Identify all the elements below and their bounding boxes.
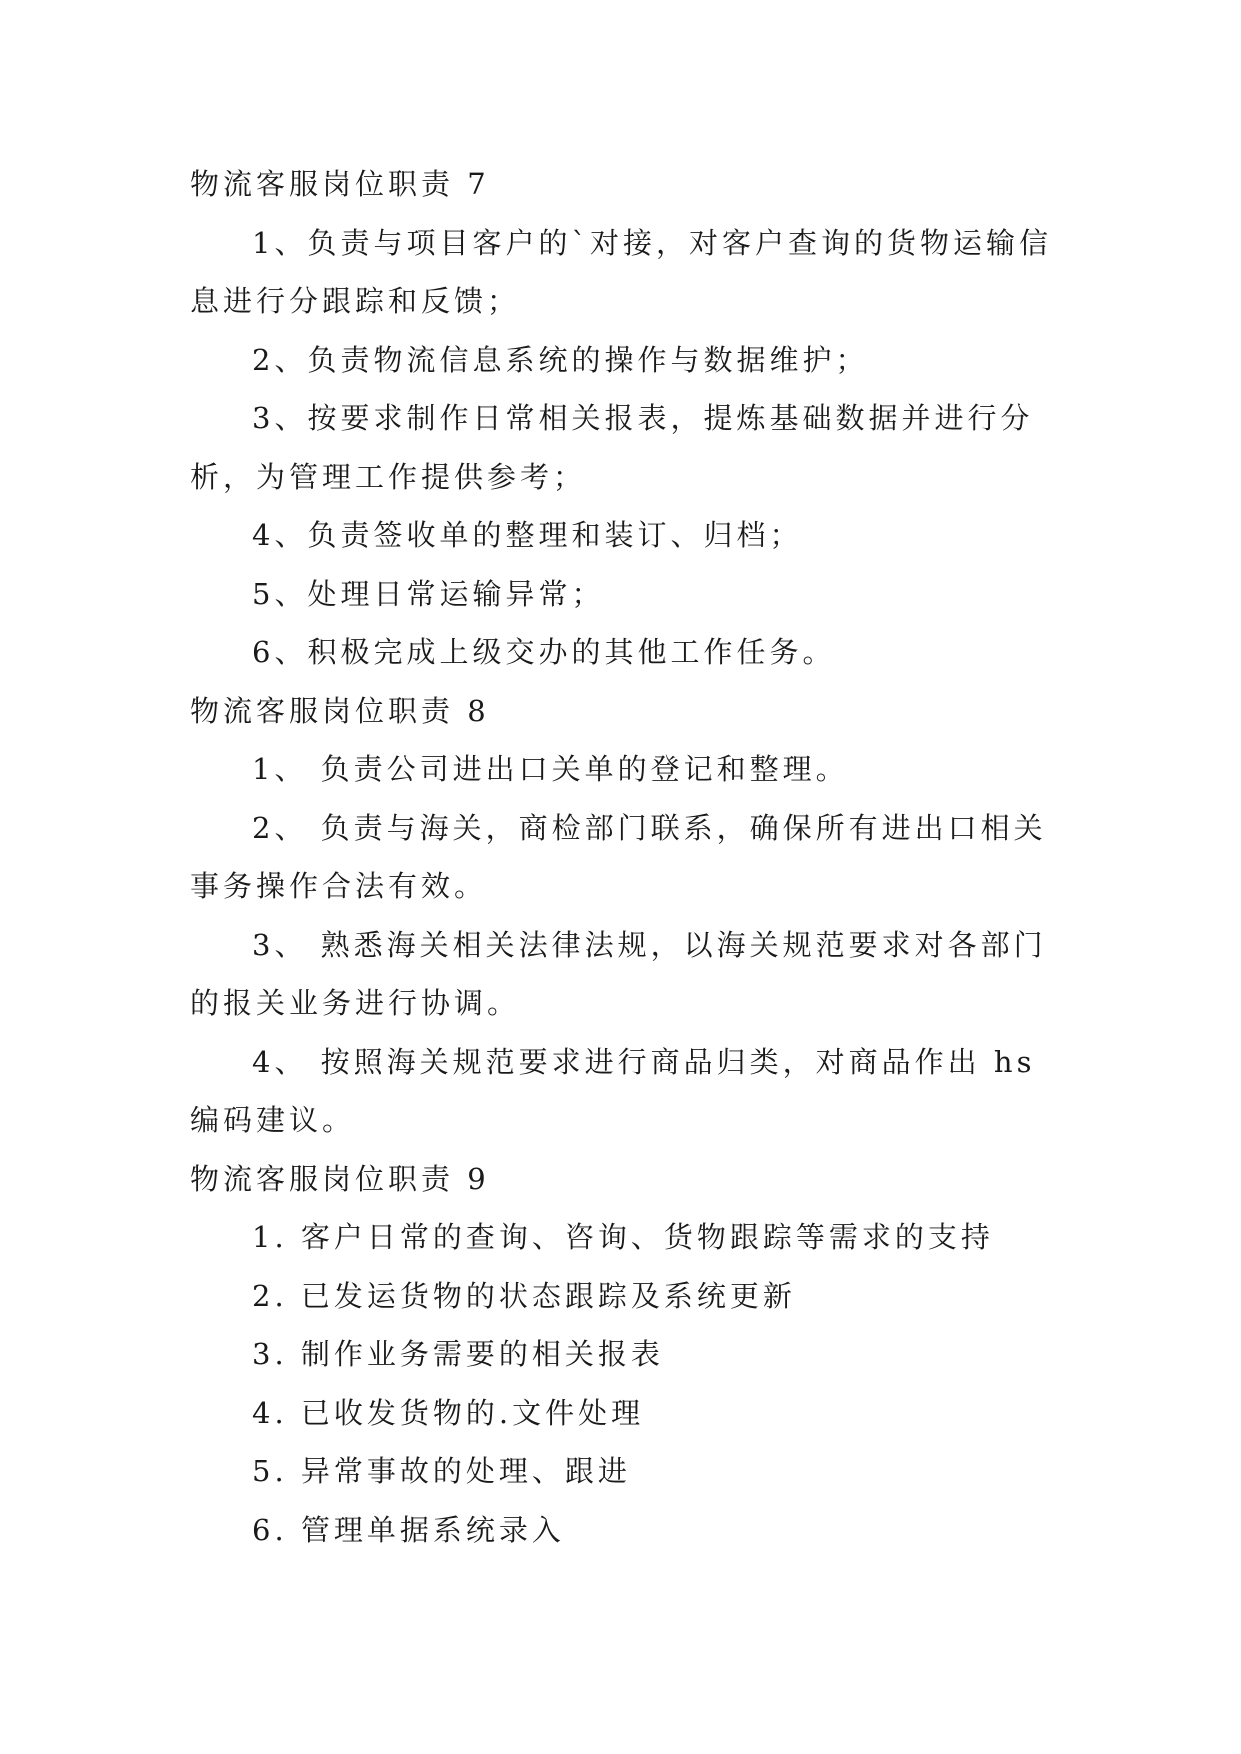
list-item: 3. 制作业务需要的相关报表 xyxy=(252,1337,664,1371)
paragraph-line: 2、 负责与海关，商检部门联系，确保所有进出口相关 xyxy=(252,810,1047,845)
section-heading: 物流客服岗位职责 9 xyxy=(190,1161,490,1196)
paragraph-line: 3、 熟悉海关相关法律法规，以海关规范要求对各部门 xyxy=(252,927,1047,962)
list-item: 6. 管理单据系统录入 xyxy=(252,1512,565,1547)
list-item: 2. 已发运货物的状态跟踪及系统更新 xyxy=(252,1278,796,1313)
document-page xyxy=(190,155,1050,1559)
section-heading: 物流客服岗位职责 7 xyxy=(190,167,490,201)
paragraph-line: 3、按要求制作日常相关报表，提炼基础数据并进行分 xyxy=(252,401,1034,435)
paragraph-line: 编码建议。 xyxy=(190,1103,356,1137)
paragraph-line: 的报关业务进行协调。 xyxy=(190,986,521,1020)
list-item: 5. 异常事故的处理、跟进 xyxy=(252,1454,631,1488)
paragraph-line: 1、 负责公司进出口关单的登记和整理。 xyxy=(252,752,849,786)
section-8 xyxy=(190,682,1050,1150)
paragraph-line: 析，为管理工作提供参考； xyxy=(190,459,587,494)
paragraph-line: 息进行分跟踪和反馈； xyxy=(190,284,521,318)
paragraph-line: 4、负责签收单的整理和装订、归档； xyxy=(252,518,803,552)
section-heading: 物流客服岗位职责 8 xyxy=(190,693,490,728)
paragraph-line: 事务操作合法有效。 xyxy=(190,869,488,903)
paragraph-line: 2、负责物流信息系统的操作与数据维护； xyxy=(252,342,869,377)
list-item: 1. 客户日常的查询、咨询、货物跟踪等需求的支持 xyxy=(252,1220,994,1254)
paragraph-line: 4、 按照海关规范要求进行商品归类，对商品作出 hs xyxy=(252,1044,1036,1079)
section-7 xyxy=(190,155,1050,682)
section-9 xyxy=(190,1150,1050,1560)
paragraph-line: 6、积极完成上级交办的其他工作任务。 xyxy=(252,635,836,669)
paragraph-line: 1、负责与项目客户的`对接，对客户查询的货物运输信 xyxy=(252,225,1052,260)
list-item: 4. 已收发货物的.文件处理 xyxy=(252,1395,645,1430)
paragraph-line: 5、处理日常运输异常； xyxy=(252,576,605,611)
